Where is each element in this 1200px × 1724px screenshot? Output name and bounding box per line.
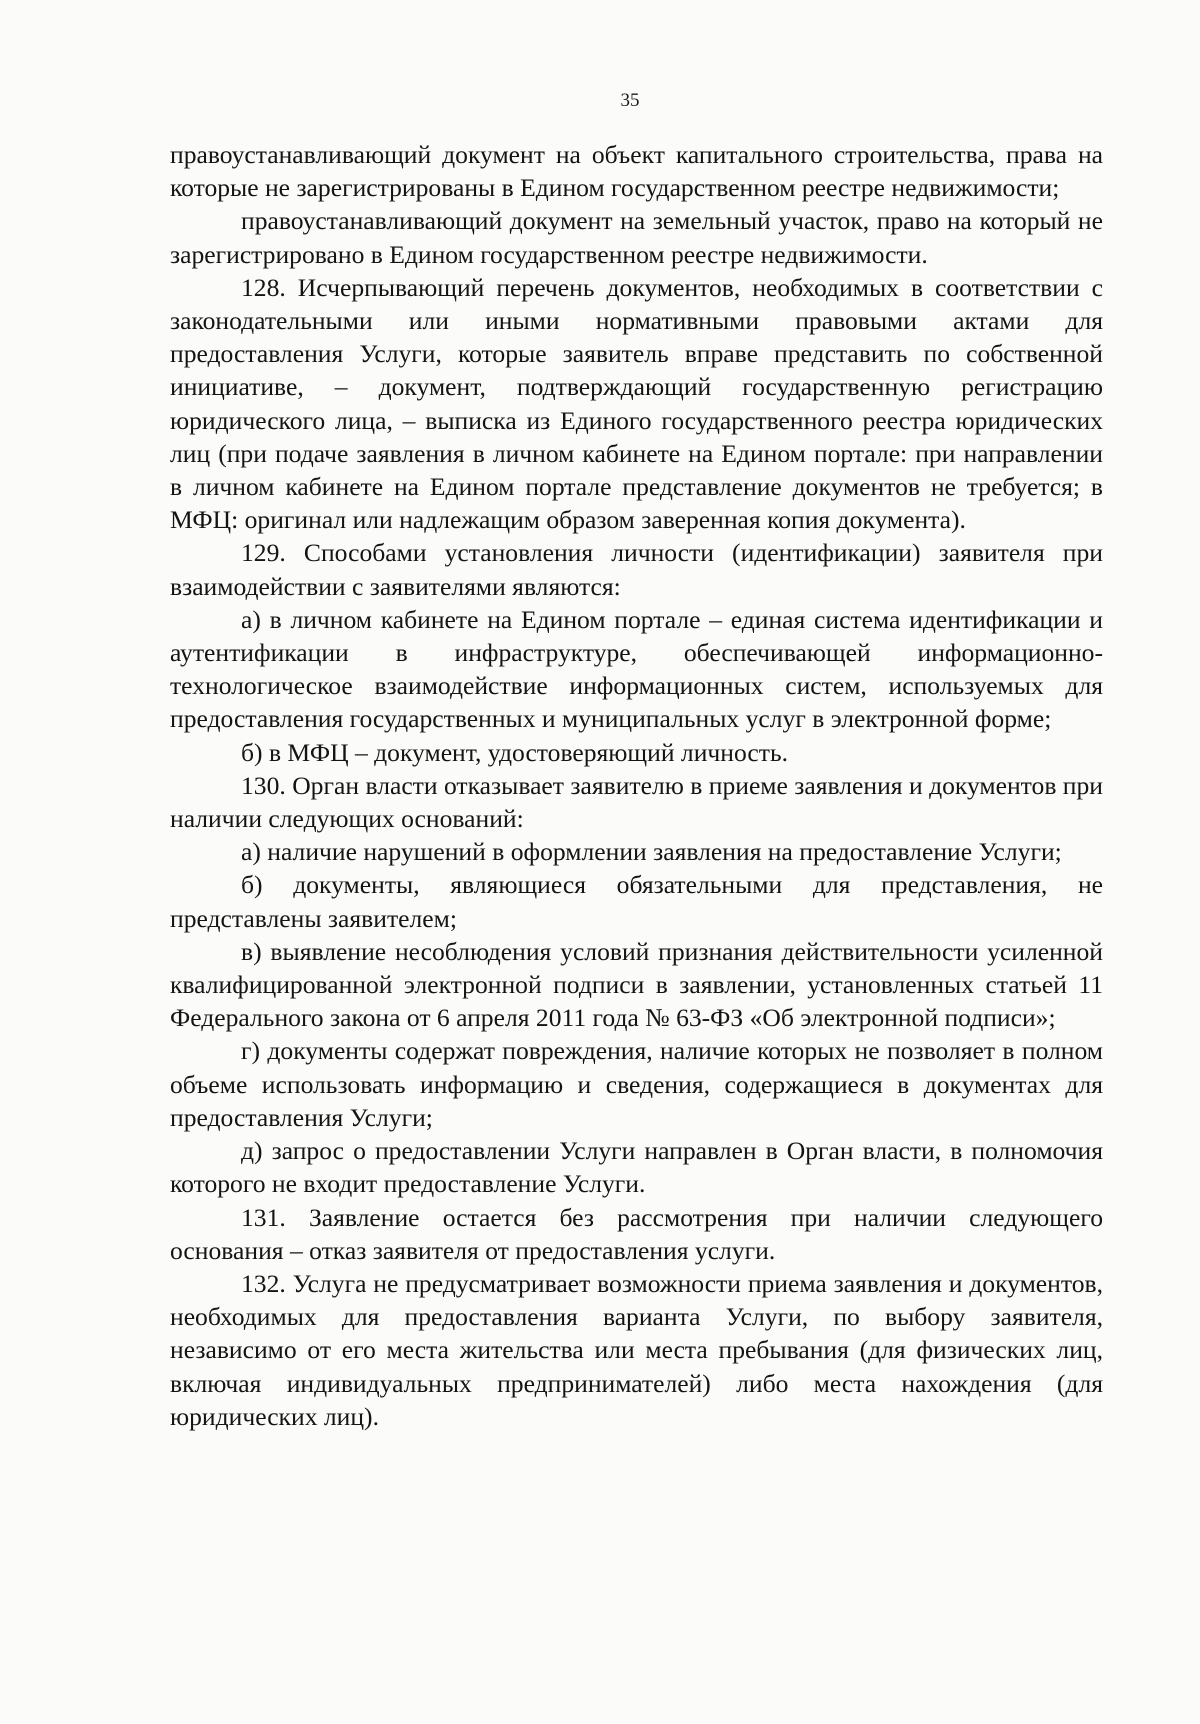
paragraph-129-b: б) в МФЦ – документ, удостоверяющий личность. (241, 737, 789, 767)
paragraph-130-d: д) запрос о предоставлении Услуги направлен в Орган власти, в полномочия которого не входит предоставление Услуги. (170, 1136, 1103, 1199)
paragraph-130-a: а) наличие нарушений в оформлении заявления на предоставление Услуги; (241, 837, 1062, 867)
page-number: 35 (620, 90, 640, 111)
document-body (170, 138, 1103, 1433)
paragraph-129-a: а) в личном кабинете на Едином портале – единая система идентификации и аутентификации в инфраструктуре, обеспечивающей информационно-технологическое взаимодействие информационных систем, используемых для предоставления государственных и муниципальных услуг в электронной форме; (170, 604, 1103, 734)
paragraph-129: 129. Способами установления личности (идентификации) заявителя при взаимодействии с заявителями являются: (170, 538, 1103, 601)
paragraph-131: 131. Заявление остается без рассмотрения при наличии следующего основания – отказ заявителя от предоставления услуги. (170, 1202, 1103, 1265)
paragraph-130-g: г) документы содержат повреждения, наличие которых не позволяет в полном объеме использовать информацию и сведения, содержащиеся в документах для предоставления Услуги; (170, 1036, 1103, 1132)
paragraph-130-b: б) документы, являющиеся обязательными для представления, не представлены заявителем; (170, 870, 1103, 933)
paragraph-130-v: в) выявление несоблюдения условий признания действительности усиленной квалифицированной электронной подписи в заявлении, установленных статьей 11 Федерального закона от 6 апреля 2011 года № 63-ФЗ «Об электронной подписи»; (170, 936, 1103, 1033)
paragraph-130: 130. Орган власти отказывает заявителю в приеме заявления и документов при наличии следующих оснований: (170, 770, 1103, 834)
paragraph-continuation: правоустанавливающий документ на объект капитального строительства, права на которые не зарегистрированы в Едином государственном реестре недвижимости; (170, 140, 1103, 203)
paragraph-land-title-document: правоустанавливающий документ на земельный участок, право на который не зарегистрировано в Едином государственном реестре недвижимости. (170, 206, 1103, 269)
paragraph-128: 128. Исчерпывающий перечень документов, необходимых в соответствии с законодательными или иными нормативными правовыми актами для предоставления Услуги, которые заявитель вправе представить по собственной инициативе, – документ, подтверждающий государственную регистрацию юридического лица, – выписка из Единого государственного реестра юридических лиц (при подаче заявления в личном кабинете на Едином портале: при направлении в личном кабинете на Едином портале представление документов не требуется; в МФЦ: оригинал или надлежащим образом заверенная копия документа). (170, 272, 1103, 535)
paragraph-132: 132. Услуга не предусматривает возможности приема заявления и документов, необходимых для предоставления варианта Услуги, по выбору заявителя, независимо от его места жительства или места пребывания (для физических лиц, включая индивидуальных предпринимателей) либо места нахождения (для юридических лиц). (170, 1268, 1103, 1431)
